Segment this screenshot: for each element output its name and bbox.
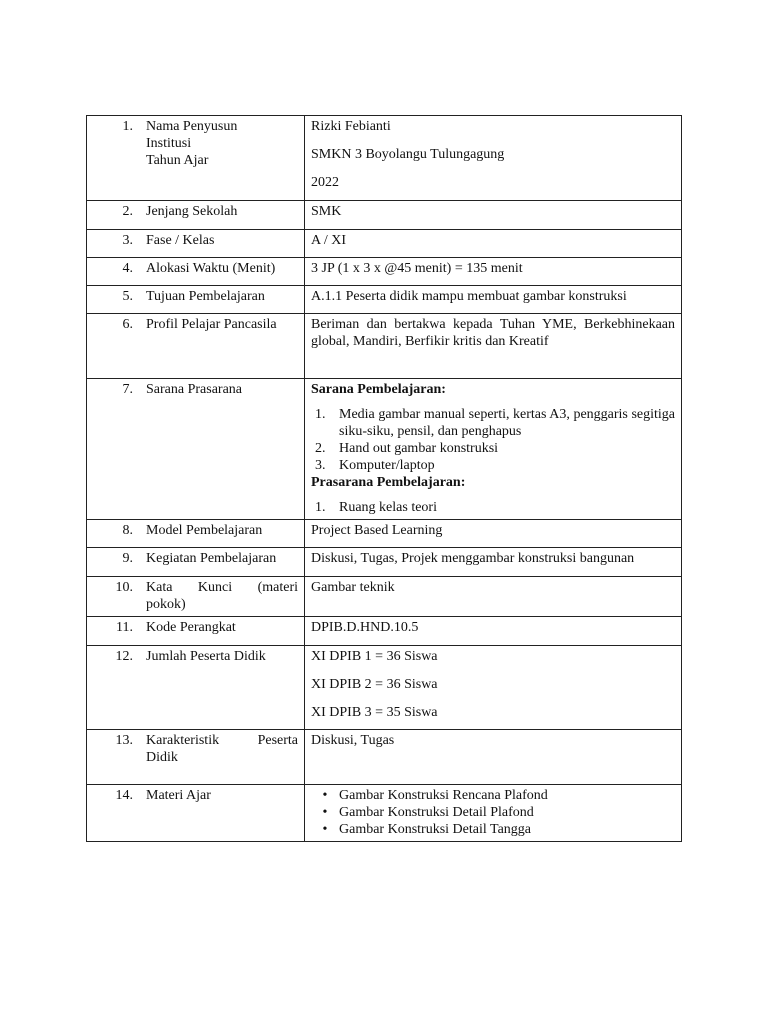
class-count: XI DPIB 1 = 36 Siswa (311, 649, 438, 664)
table-row (87, 314, 682, 379)
row-value: Gambar teknik (305, 577, 682, 617)
table-row (87, 730, 682, 785)
list-marker: 2. (315, 441, 326, 456)
bullet-icon: • (322, 805, 328, 820)
table-row (87, 258, 682, 286)
list-item (311, 804, 675, 821)
row-number: 12. (115, 649, 133, 664)
row-label: Kata Kunci (materi (146, 580, 298, 595)
list-item (311, 499, 675, 516)
row-label: Fase / Kelas (146, 233, 215, 248)
row-value: A.1.1 Peserta didik mampu membuat gambar konstruksi (305, 286, 682, 314)
row-number: 1. (122, 119, 133, 134)
row-number: 6. (122, 317, 133, 332)
sarana-title: Sarana Pembelajaran: (311, 382, 446, 397)
row-label: Tujuan Pembelajaran (146, 289, 265, 304)
list-marker: 3. (315, 458, 326, 473)
table-row (87, 230, 682, 258)
label-line: Institusi (146, 136, 192, 151)
list-item (311, 821, 675, 838)
row-label: Model Pembelajaran (146, 523, 263, 538)
list-item (311, 440, 675, 457)
list-text: Komputer/laptop (339, 458, 435, 473)
row-number: 13. (115, 733, 133, 748)
row-value: 3 JP (1 x 3 x @45 menit) = 135 menit (305, 258, 682, 286)
row-label: Alokasi Waktu (Menit) (146, 261, 276, 276)
list-text: Gambar Konstruksi Detail Tangga (339, 822, 531, 837)
label-line: Nama Penyusun (146, 119, 238, 134)
row-number: 8. (122, 523, 133, 538)
row-number: 10. (115, 580, 133, 595)
bullet-icon: • (322, 822, 328, 837)
list-item (311, 787, 675, 804)
table-row (87, 379, 682, 520)
list-marker: 1. (315, 500, 326, 515)
row-label-cont: pokok) (146, 597, 186, 612)
row-label: Profil Pelajar Pancasila (146, 317, 277, 332)
value-cell (305, 116, 682, 201)
row-number: 14. (115, 788, 133, 803)
row-number: 4. (122, 261, 133, 276)
list-marker: 1. (315, 407, 326, 422)
row-value: SMK (305, 201, 682, 230)
row-label: Sarana Prasarana (146, 382, 243, 397)
row-label: Materi Ajar (146, 788, 211, 803)
materials-list (311, 787, 675, 838)
table-row (87, 617, 682, 646)
row-number: 11. (116, 620, 133, 635)
table-row (87, 116, 682, 201)
row-value: A / XI (305, 230, 682, 258)
class-count: XI DPIB 2 = 36 Siswa (311, 677, 438, 692)
row-number: 7. (122, 382, 133, 397)
table-row (87, 520, 682, 548)
row-value: Diskusi, Tugas (305, 730, 682, 785)
table-row (87, 201, 682, 230)
row-number: 9. (122, 551, 133, 566)
bullet-icon: • (322, 788, 328, 803)
list-text: Ruang kelas teori (339, 500, 437, 515)
row-value: Project Based Learning (305, 520, 682, 548)
prasarana-title: Prasarana Pembelajaran: (311, 475, 466, 490)
prasarana-list (311, 499, 675, 516)
value-cell (305, 785, 682, 842)
label-cell (87, 116, 305, 201)
row-value: DPIB.D.HND.10.5 (305, 617, 682, 646)
table-row (87, 785, 682, 842)
label-line: Tahun Ajar (146, 153, 209, 168)
row-label-cont: Didik (146, 750, 178, 765)
class-count: XI DPIB 3 = 35 Siswa (311, 705, 438, 720)
list-item (311, 457, 675, 474)
value-cell (305, 379, 682, 520)
value-cell (305, 646, 682, 730)
row-label: Jenjang Sekolah (146, 204, 238, 219)
row-number: 5. (122, 289, 133, 304)
list-text: Media gambar manual seperti, kertas A3, penggaris segitiga siku-siku, pensil, dan penghapus (339, 407, 675, 439)
table-row (87, 548, 682, 577)
row-value: Diskusi, Tugas, Projek menggambar konstruksi bangunan (305, 548, 682, 577)
table-row (87, 646, 682, 730)
table-row (87, 577, 682, 617)
institution: SMKN 3 Boyolangu Tulungagung (311, 147, 505, 162)
row-number: 3. (122, 233, 133, 248)
author-name: Rizki Febianti (311, 119, 391, 134)
row-label: Kode Perangkat (146, 620, 236, 635)
module-info-table (86, 115, 682, 842)
list-text: Gambar Konstruksi Detail Plafond (339, 805, 534, 820)
row-value: Beriman dan bertakwa kepada Tuhan YME, Berkebhinekaan global, Mandiri, Berfikir kritis dan Kreatif (305, 314, 682, 379)
row-number: 2. (122, 204, 133, 219)
row-label: Karakteristik Peserta (146, 733, 298, 748)
list-text: Hand out gambar konstruksi (339, 441, 499, 456)
row-label: Jumlah Peserta Didik (146, 649, 266, 664)
list-item (311, 406, 675, 440)
academic-year: 2022 (311, 175, 339, 190)
row-label: Kegiatan Pembelajaran (146, 551, 277, 566)
table-row (87, 286, 682, 314)
sarana-list (311, 406, 675, 474)
list-text: Gambar Konstruksi Rencana Plafond (339, 788, 548, 803)
